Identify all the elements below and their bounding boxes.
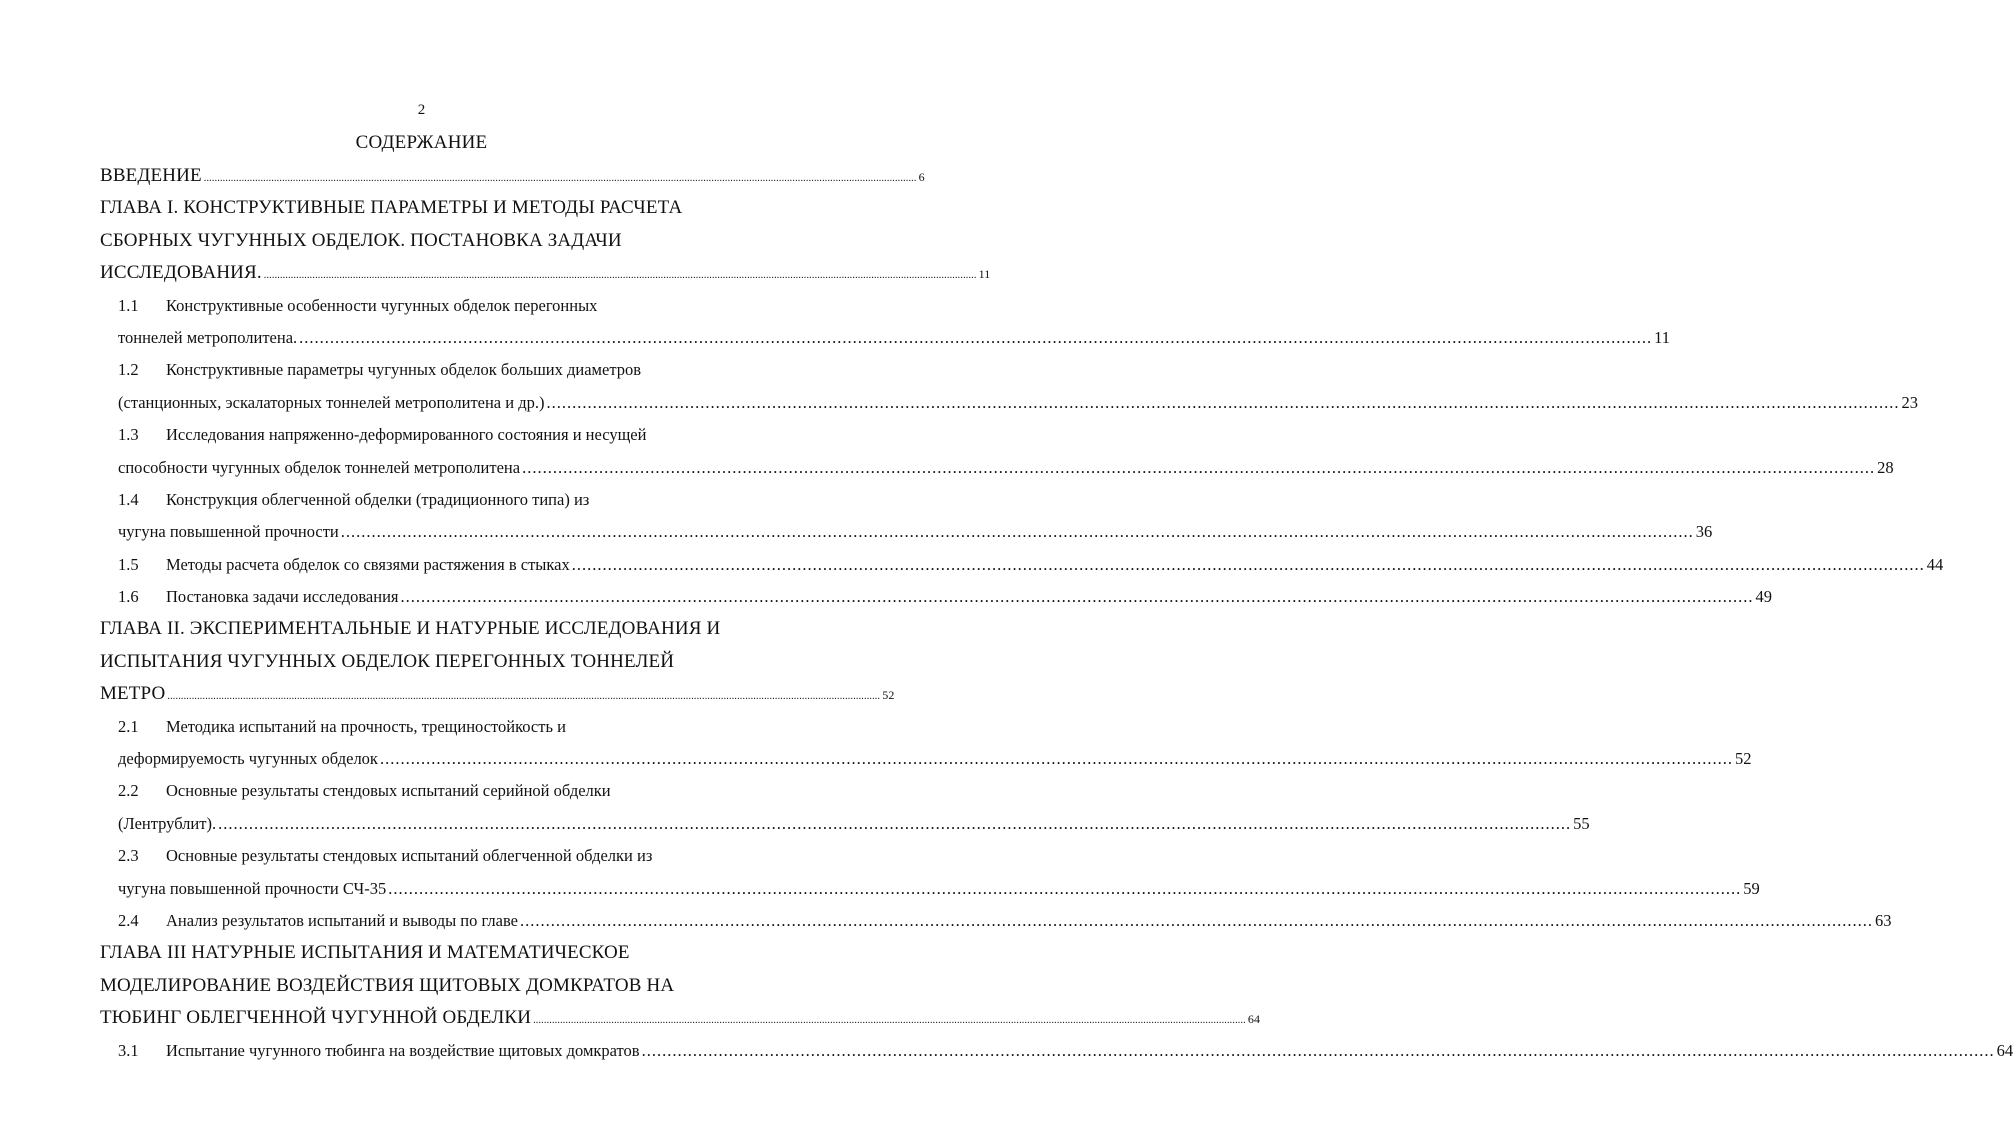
toc-dot-leader xyxy=(522,452,1875,484)
toc-entry xyxy=(100,775,748,807)
toc-entry-title: ТЮБИНГ ОБЛЕГЧЕННОЙ ЧУГУННОЙ ОБДЕЛКИ xyxy=(100,1007,532,1029)
toc-dot-leader xyxy=(299,322,1652,354)
toc-entry-continuation xyxy=(100,873,1760,905)
toc-entry-title: Методика испытаний на прочность, трещиностойкость и xyxy=(166,716,566,736)
toc-entry xyxy=(100,549,1944,581)
toc-dot-leader xyxy=(546,387,1899,419)
toc-chapter-line xyxy=(100,646,748,678)
toc-entry-number: 2.2 xyxy=(118,781,139,801)
toc-chapter-line xyxy=(100,225,748,257)
toc-entry-title: Конструктивные параметры чугунных обделок больших диаметров xyxy=(166,360,642,380)
toc-entry-title: ГЛАВА III НАТУРНЫЕ ИСПЫТАНИЯ И МАТЕМАТИЧЕСКОЕ xyxy=(100,942,630,964)
toc-entry-title: МЕТРО xyxy=(100,683,166,705)
toc-chapter-line xyxy=(100,192,748,224)
toc-entry xyxy=(100,484,748,516)
toc-page-number: 63 xyxy=(1875,910,1892,930)
toc-entry-title: Конструктивные особенности чугунных обделок перегонных xyxy=(166,295,598,315)
toc-entry-continuation xyxy=(100,743,1752,775)
toc-entry-title: (Лентрублит). xyxy=(118,813,217,833)
toc-chapter-line xyxy=(100,678,895,710)
toc-entry-continuation xyxy=(100,387,1918,419)
toc-entry-number: 2.1 xyxy=(118,716,139,736)
toc-entry-title: тоннелей метрополитена. xyxy=(118,327,298,347)
toc-entry-title: чугуна повышенной прочности xyxy=(118,522,339,542)
toc-entry-title: Основные результаты стендовых испытаний облегченной обделки из xyxy=(166,846,653,866)
toc-entry-title: Методы расчета обделок со связями растяжения в стыках xyxy=(166,554,570,574)
toc-entry-title: чугуна повышенной прочности СЧ-35 xyxy=(118,878,387,898)
toc-dot-leader xyxy=(400,581,1753,613)
page-number: 2 xyxy=(417,102,426,118)
toc-page-number: 55 xyxy=(1573,813,1590,833)
toc-entry-title: ГЛАВА I. КОНСТРУКТИВНЫЕ ПАРАМЕТРЫ И МЕТОДЫ РАСЧЕТА xyxy=(100,197,683,219)
toc-dot-leader xyxy=(572,549,1925,581)
toc-page-number: 6 xyxy=(918,170,925,184)
toc-chapter-line xyxy=(100,937,748,969)
toc-page-number: 36 xyxy=(1695,522,1713,542)
toc-page-number: 28 xyxy=(1877,457,1894,477)
toc-entry-number: 1.5 xyxy=(118,554,139,574)
toc-entry-title: ВВЕДЕНИЕ xyxy=(100,165,202,186)
toc-dot-leader xyxy=(264,260,977,292)
page-title: СОДЕРЖАНИЕ xyxy=(355,132,488,153)
toc-entry-title: Постановка задачи исследования xyxy=(166,587,399,607)
toc-dot-leader xyxy=(533,1005,1246,1037)
toc-entry-number: 2.4 xyxy=(118,910,139,930)
toc-entry-number: 3.1 xyxy=(118,1040,139,1060)
toc-page-number: 11 xyxy=(978,267,991,282)
toc-entry-number: 2.3 xyxy=(118,846,139,866)
toc-entry-continuation xyxy=(100,452,1894,484)
toc-dot-leader xyxy=(218,808,1571,840)
toc-entry-continuation xyxy=(100,516,1713,548)
toc-chapter-line xyxy=(100,970,748,1002)
toc-entry-continuation xyxy=(100,808,1590,840)
toc-entry xyxy=(100,290,748,322)
toc-dot-leader xyxy=(204,163,917,195)
toc-entry-title: ИСПЫТАНИЯ ЧУГУННЫХ ОБДЕЛОК ПЕРЕГОННЫХ ТОННЕЛЕЙ xyxy=(100,650,675,672)
toc-entry-title: МОДЕЛИРОВАНИЕ ВОЗДЕЙСТВИЯ ЩИТОВЫХ ДОМКРАТОВ НА xyxy=(100,974,675,996)
toc-dot-leader xyxy=(341,516,1694,548)
toc-entry-title: Исследования напряженно-деформированного состояния и несущей xyxy=(166,425,647,445)
toc-entry xyxy=(100,711,748,743)
toc-entry-title: ИССЛЕДОВАНИЯ. xyxy=(100,262,262,284)
toc-page-number: 49 xyxy=(1755,587,1772,607)
toc-entry-title: (станционных, эскалаторных тоннелей метрополитена и др.) xyxy=(118,392,545,412)
toc-entry xyxy=(100,1035,2013,1067)
toc-entry xyxy=(100,419,748,451)
toc-dot-leader xyxy=(520,905,1873,937)
toc-entry-continuation xyxy=(100,322,1671,354)
toc-entry xyxy=(100,354,748,386)
toc-dot-leader xyxy=(642,1035,1995,1067)
toc-entry-title: Анализ результатов испытаний и выводы по главе xyxy=(166,910,519,930)
toc-entry-title: Конструкция облегченной обделки (традиционного типа) из xyxy=(166,489,590,509)
toc-entry-number: 1.1 xyxy=(118,295,139,315)
toc-entry xyxy=(100,840,748,872)
toc-page-number: 64 xyxy=(1247,1012,1261,1027)
toc-page-number: 52 xyxy=(882,688,895,703)
toc-dot-leader xyxy=(388,873,1741,905)
toc-entry-number: 1.2 xyxy=(118,360,139,380)
toc-entry xyxy=(100,905,1892,937)
toc-chapter-line xyxy=(100,160,925,192)
toc-page-number: 11 xyxy=(1654,327,1671,347)
toc-entry-title: Испытание чугунного тюбинга на воздействие щитовых домкратов xyxy=(166,1040,640,1060)
toc-dot-leader xyxy=(380,743,1733,775)
toc-entry-title: способности чугунных обделок тоннелей метрополитена xyxy=(118,457,521,477)
toc-page-number: 59 xyxy=(1743,878,1760,898)
toc-page-number: 64 xyxy=(1996,1040,2013,1060)
toc-page-number: 23 xyxy=(1901,392,1918,412)
toc-entry-number: 1.6 xyxy=(118,587,139,607)
toc-page-number: 52 xyxy=(1734,749,1752,769)
toc-entry-number: 1.4 xyxy=(118,489,139,509)
toc-entry-number: 1.3 xyxy=(118,425,139,445)
toc-dot-leader xyxy=(167,681,880,713)
toc-entry-title: ГЛАВА II. ЭКСПЕРИМЕНТАЛЬНЫЕ И НАТУРНЫЕ ИССЛЕДОВАНИЯ И xyxy=(100,618,721,640)
toc-entry-title: Основные результаты стендовых испытаний серийной обделки xyxy=(166,781,611,801)
toc-chapter-line xyxy=(100,613,748,645)
table-of-contents xyxy=(100,160,2013,1067)
toc-chapter-line xyxy=(100,257,991,289)
toc-page-number: 44 xyxy=(1926,554,1944,574)
toc-entry-title: СБОРНЫХ ЧУГУННЫХ ОБДЕЛОК. ПОСТАНОВКА ЗАДАЧИ xyxy=(100,229,622,251)
toc-entry-title: деформируемость чугунных обделок xyxy=(118,749,378,769)
toc-entry xyxy=(100,581,1772,613)
toc-chapter-line xyxy=(100,1002,1261,1034)
